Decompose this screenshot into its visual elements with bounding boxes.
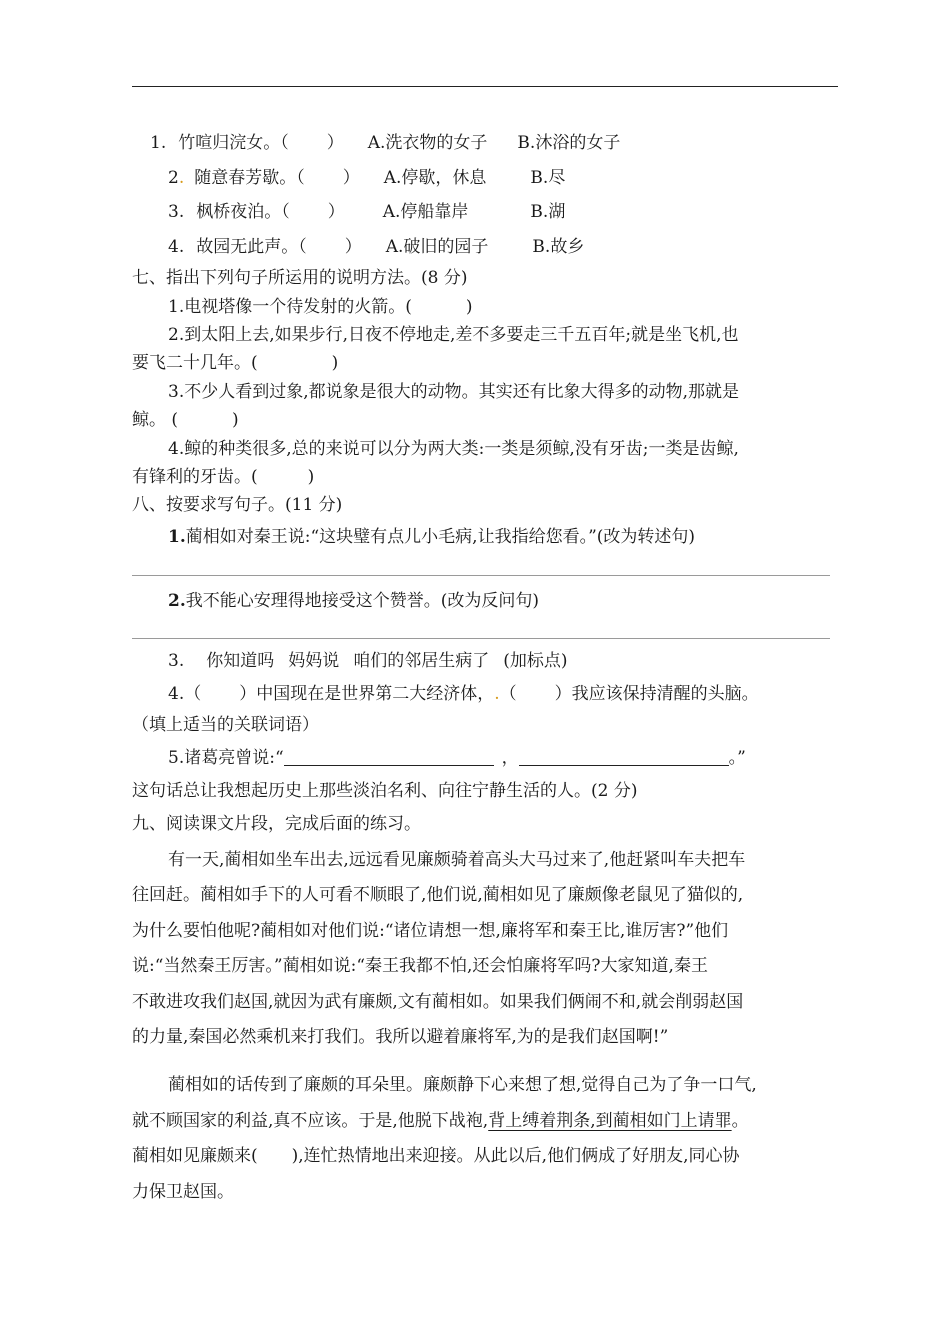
s8-item-5-blank-2 xyxy=(519,747,729,766)
s9-heading: 九、阅读课文片段，完成后面的练习。 xyxy=(132,814,421,834)
s7-item-4-line1: 4.鲸的种类很多,总的来说可以分为两大类:一类是须鲸,没有牙齿;一类是齿鲸, xyxy=(168,439,739,459)
s7-item-4-line2: 有锋利的牙齿。( ) xyxy=(132,467,315,487)
s9-p2-line4: 力保卫赵国。 xyxy=(132,1182,234,1202)
s8-item-1: 1.蔺相如对秦王说:“这块璧有点儿小毛病,让我指给您看。”(改为转述句) xyxy=(168,527,696,547)
s8-item-5: 5.诸葛亮曾说:“ ， 。” xyxy=(168,748,746,768)
s6-item-3: 3. 枫桥夜泊。（ ） A.停船靠岸 B.湖 xyxy=(168,202,566,222)
underlined-phrase: 背上缚着荆条,到蔺相如门上请罪 xyxy=(488,1111,732,1131)
s9-p1-line5: 不敢进攻我们赵国,就因为武有廉颇,文有蔺相如。如果我们俩闹不和,就会削弱赵国 xyxy=(132,992,744,1012)
s7-item-2-line2: 要飞二十几年。( ) xyxy=(132,353,339,373)
s8-heading: 八、按要求写句子。(11 分) xyxy=(132,495,343,515)
s8-item-5-blank-1 xyxy=(284,747,494,766)
s7-heading: 七、指出下列句子所运用的说明方法。(8 分) xyxy=(132,268,468,288)
s9-p1-line1: 有一天,蔺相如坐车出去,远远看见廉颇骑着高头大马过来了,他赶紧叫车夫把车 xyxy=(168,850,746,870)
s9-p1-line6: 的力量,秦国必然乘机来打我们。我所以避着廉将军,为的是我们赵国啊!” xyxy=(132,1027,669,1047)
s9-p1-line2: 往回赶。蔺相如手下的人可看不顺眼了,他们说,蔺相如见了廉颇像老鼠见了猫似的, xyxy=(132,885,744,905)
s9-p2-line1: 蔺相如的话传到了廉颇的耳朵里。廉颇静下心来想了想,觉得自己为了争一口气, xyxy=(168,1075,757,1095)
s6-item-4: 4. 故园无此声。（ ） A.破旧的园子 B.故乡 xyxy=(168,237,585,257)
s7-item-3-line1: 3.不少人看到过象,都说象是很大的动物。其实还有比象大得多的动物,那就是 xyxy=(168,382,740,402)
s9-p2-line3: 蔺相如见廉颇来( ),连忙热情地出来迎接。从此以后,他们俩成了好朋友,同心协 xyxy=(132,1146,740,1166)
s8-answer-line-2[interactable] xyxy=(132,638,830,639)
s8-item-4-line2: （填上适当的关联词语） xyxy=(132,715,319,735)
s8-item-5-line2: 这句话总让我想起历史上那些淡泊名利、向往宁静生活的人。(2 分) xyxy=(132,781,638,801)
s7-item-3-line2: 鲸。 ( ) xyxy=(132,410,239,430)
s7-item-1: 1.电视塔像一个待发射的火箭。( ) xyxy=(168,297,473,317)
s8-item-2: 2.我不能心安理得地接受这个赞誉。(改为反问句) xyxy=(168,591,540,611)
s7-item-2-line1: 2.到太阳上去,如果步行,日夜不停地走,差不多要走三千五百年;就是坐飞机,也 xyxy=(168,325,739,345)
s8-item-4: 4.（ ）中国现在是世界第二大经济体，.（ ）我应该保持清醒的头脑。 xyxy=(168,684,759,704)
header-rule xyxy=(132,86,838,87)
s9-p2-line2: 就不顾国家的利益,真不应该。于是,他脱下战袍,背上缚着荆条,到蔺相如门上请罪。 xyxy=(132,1111,749,1131)
s9-p1-line3: 为什么要怕他呢?蔺相如对他们说:“诸位请想一想,廉将军和秦王比,谁厉害?”他们 xyxy=(132,921,729,941)
s9-p1-line4: 说:“当然秦王厉害。”蔺相如说:“秦王我都不怕,还会怕廉将军吗?大家知道,秦王 xyxy=(132,956,708,976)
s6-item-1: 1. 竹喧归浣女。（ ） A.洗衣物的女子 B.沐浴的女子 xyxy=(150,133,621,153)
s6-item-2: 2. 随意春芳歇。（ ） A.停歇，休息 B.尽 xyxy=(168,168,566,188)
s8-item-3: 3. 你知道吗 妈妈说 咱们的邻居生病了 (加标点) xyxy=(168,651,568,671)
s8-answer-line-1[interactable] xyxy=(132,575,830,576)
